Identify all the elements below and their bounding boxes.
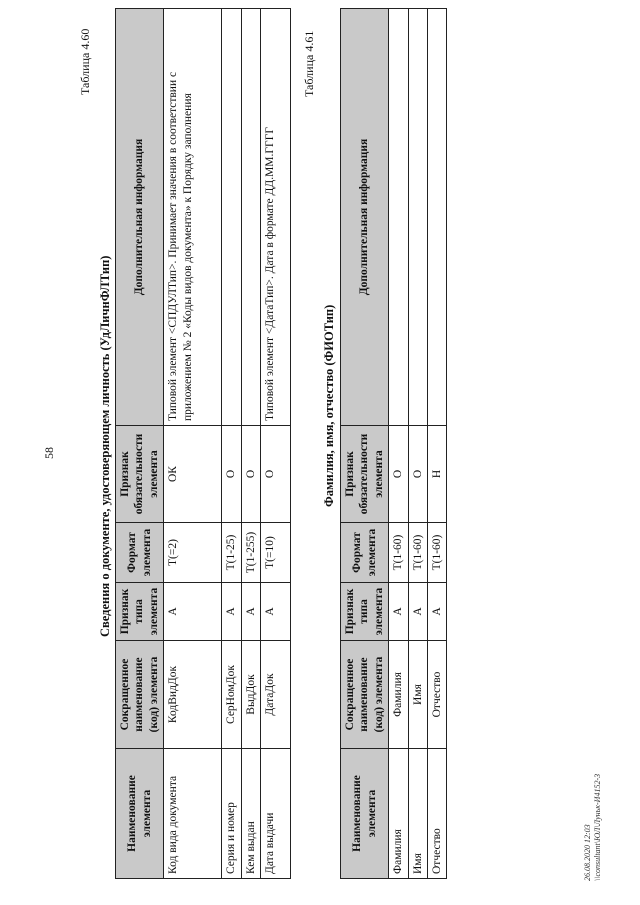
- table-cell: КодВидДок: [164, 641, 222, 749]
- header-cell: Формат элемента: [341, 523, 389, 583]
- table-row: [408, 9, 427, 879]
- table2-header-row: [341, 9, 389, 879]
- header-cell: Сокращенное наименование (код) элемента: [341, 641, 389, 749]
- table1-header-row: [116, 9, 164, 879]
- table-cell: О: [241, 426, 260, 523]
- header-cell: Наименование элемента: [116, 749, 164, 879]
- table-row: [164, 9, 222, 879]
- header-cell: Признак типа элемента: [341, 583, 389, 641]
- table2-caption: Таблица 4.61: [302, 30, 316, 97]
- header-cell: Признак обязательности элемента: [116, 426, 164, 523]
- table-cell: А: [241, 583, 260, 641]
- table-cell: [408, 9, 427, 426]
- stamp-date: 26.08.2020 12:03: [583, 824, 592, 881]
- header-cell: Дополнительная информация: [341, 9, 389, 426]
- table2-title: Фамилия, имя, отчество (ФИОТип): [322, 304, 336, 507]
- table-row: [222, 9, 241, 879]
- table-cell: ОК: [164, 426, 222, 523]
- table-cell: T(1-60): [427, 523, 446, 583]
- table-cell: [389, 9, 408, 426]
- table-cell: Фамилия: [389, 749, 408, 879]
- table-row: [241, 9, 260, 879]
- table-cell: Имя: [408, 641, 427, 749]
- stamp-path: \\consultant\ЮЛ\Луньк-И4152-3: [592, 773, 602, 881]
- table-cell: T(1-60): [389, 523, 408, 583]
- table-cell: ДатаДок: [260, 641, 290, 749]
- table-cell: Отчество: [427, 641, 446, 749]
- table-cell: [427, 9, 446, 426]
- table1: [115, 8, 291, 879]
- table-cell: А: [222, 583, 241, 641]
- table-cell: А: [389, 583, 408, 641]
- table-row: [389, 9, 408, 879]
- table-row: [260, 9, 290, 879]
- table-cell: T(1-60): [408, 523, 427, 583]
- table-cell: Отчество: [427, 749, 446, 879]
- header-cell: Дополнительная информация: [116, 9, 164, 426]
- table-cell: Фамилия: [389, 641, 408, 749]
- page-number: 58: [42, 447, 56, 459]
- table-cell: [241, 9, 260, 426]
- print-stamp: [583, 774, 602, 881]
- table1-caption: Таблица 4.60: [78, 28, 92, 95]
- header-cell: Наименование элемента: [341, 749, 389, 879]
- table-cell: А: [408, 583, 427, 641]
- table-cell: А: [427, 583, 446, 641]
- table-cell: СерНомДок: [222, 641, 241, 749]
- table-cell: Код вида документа: [164, 749, 222, 879]
- table-cell: А: [260, 583, 290, 641]
- table-cell: [222, 9, 241, 426]
- table-cell: ВыдДок: [241, 641, 260, 749]
- table-cell: А: [164, 583, 222, 641]
- table-cell: Дата выдачи: [260, 749, 290, 879]
- table1-title: Сведения о документе, удостоверяющем личность (УдЛичнФЛТип): [98, 255, 112, 637]
- header-cell: Признак обязательности элемента: [341, 426, 389, 523]
- table2: [340, 8, 447, 879]
- table-cell: О: [408, 426, 427, 523]
- table-cell: О: [222, 426, 241, 523]
- table-cell: Типовой элемент <ДатаТип>. Дата в формате ДД.ММ.ГГГГ: [260, 9, 290, 426]
- table-cell: О: [389, 426, 408, 523]
- header-cell: Признак типа элемента: [116, 583, 164, 641]
- table-cell: T(1-255): [241, 523, 260, 583]
- table-cell: Кем выдан: [241, 749, 260, 879]
- table-cell: О: [260, 426, 290, 523]
- table-cell: T(1-25): [222, 523, 241, 583]
- table-cell: T(=2): [164, 523, 222, 583]
- table-cell: T(=10): [260, 523, 290, 583]
- header-cell: Формат элемента: [116, 523, 164, 583]
- table-cell: Типовой элемент <СПДУЛТип>. Принимает значения в соответствии с приложением № 2 «Коды видов документа» к Порядку заполнения: [164, 9, 222, 426]
- table-cell: Н: [427, 426, 446, 523]
- header-cell: Сокращенное наименование (код) элемента: [116, 641, 164, 749]
- table-row: [427, 9, 446, 879]
- table-cell: Имя: [408, 749, 427, 879]
- table-cell: Серия и номер: [222, 749, 241, 879]
